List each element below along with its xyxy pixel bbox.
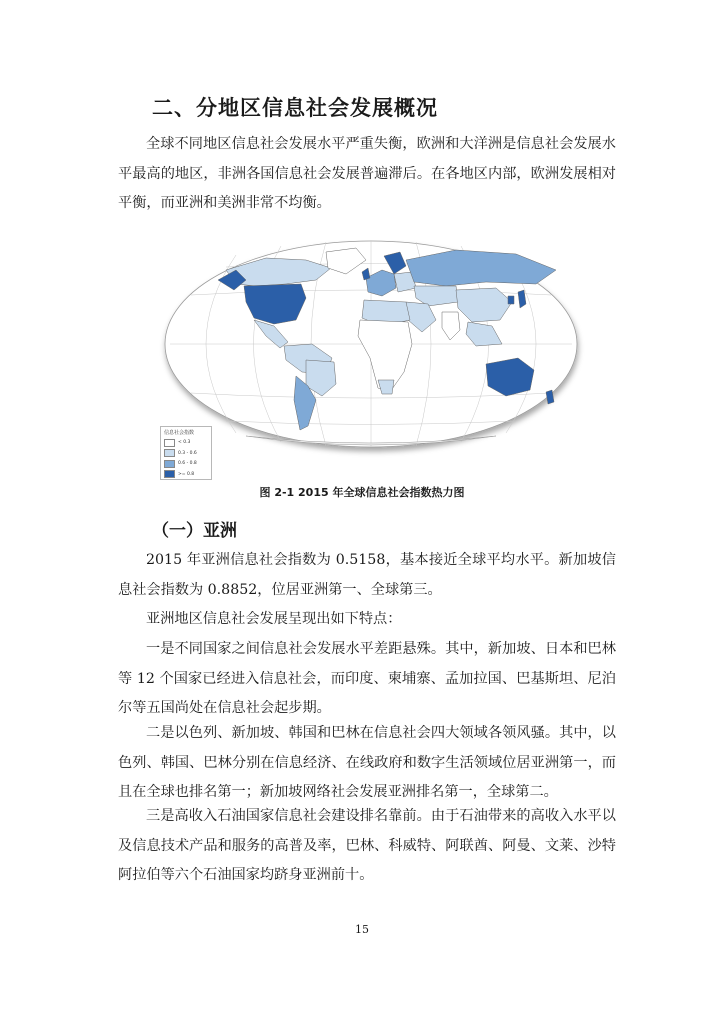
section-title: 二、分地区信息社会发展概况 [152,96,438,120]
body-paragraph: 一是不同国家之间信息社会发展水平差距悬殊。其中，新加坡、日本和巴林等 12 个国家已经进入信息社会，而印度、柬埔寨、孟加拉国、巴基斯坦、尼泊尔等五国尚处在信息社会起步期。 [118,641,616,716]
legend-swatch [164,439,175,447]
legend-item [164,449,208,457]
legend-label: < 0.3 [178,440,191,445]
region-korea [508,296,514,304]
body-paragraph: 三是高收入石油国家信息社会建设排名靠前。由于石油带来的高收入水平以及信息技术产品和服务的高普及率，巴林、科威特、阿联酋、阿曼、文莱、沙特阿拉伯等六个石油国家均跻身亚洲前十。 [118,808,616,883]
legend-label: 0.6 - 0.8 [178,461,197,466]
body-paragraph: 2015 年亚洲信息社会指数为 0.5158，基本接近全球平均水平。新加坡信息社会指数为 0.8852，位居亚洲第一、全球第三。 [118,552,616,598]
legend-title: 信息社会指数 [164,430,195,436]
legend-label: 0.3 - 0.6 [178,450,197,456]
legend-label: >= 0.8 [178,471,195,477]
map-legend [160,426,212,480]
world-map-figure [156,240,586,462]
page-number: 15 [355,923,369,936]
subsection-title: （一）亚洲 [152,521,237,541]
legend-swatch [164,449,175,457]
world-map [156,240,586,462]
intro-paragraph: 全球不同地区信息社会发展水平严重失衡，欧洲和大洋洲是信息社会发展水平最高的地区，非洲各国信息社会发展普遍滞后。在各地区内部，欧洲发展相对平衡，而亚洲和美洲非常不均衡。 [118,136,616,211]
legend-swatch [164,460,175,468]
body-paragraph: 二是以色列、新加坡、韩国和巴林在信息社会四大领域各领风骚。其中，以色列、韩国、巴林分别在信息经济、在线政府和数字生活领域位居亚洲第一，而且在全球也排名第一；新加坡网络社会发展亚洲排名第一，全球第二。 [118,725,616,800]
figure-caption: 图 2-1 2015 年全球信息社会指数热力图 [259,486,465,499]
legend-item [164,439,208,447]
legend-item [164,460,208,468]
body-paragraph: 亚洲地区信息社会发展呈现出如下特点： [146,611,402,627]
region-russia [406,250,556,286]
legend-item [164,470,208,478]
legend-swatch [164,470,175,478]
